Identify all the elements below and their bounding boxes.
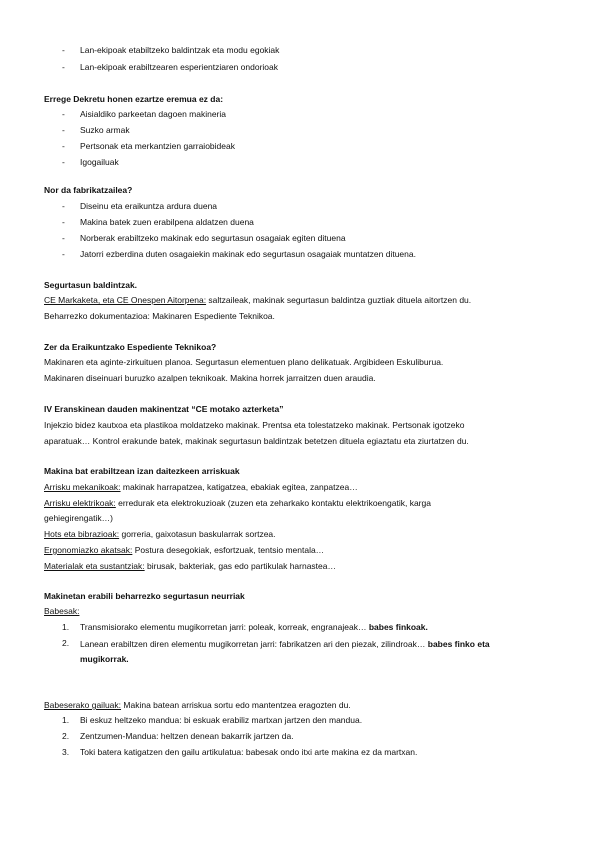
safety-text: saltzaileak, makinak segurtasun baldintza guztiak dituela aitortzen du. — [206, 295, 472, 305]
bullet-dash: - — [62, 125, 65, 135]
list-item: Lan-ekipoak erabiltzearen esperientziaren ondorioak — [80, 62, 278, 72]
annex-line-1: Injekzio bidez kautxoa eta plastikoa moldatzeko makinak. Prentsa eta tolestatzeko makinak. Pertsonak igotzeko — [44, 420, 465, 430]
bullet-dash: - — [62, 62, 65, 72]
safety-line — [44, 294, 471, 307]
risk-term: Materialak eta sustantziak: — [44, 561, 145, 571]
list-item: Diseinu eta eraikuntza ardura duena — [80, 201, 218, 211]
protective-term: Babeserako gailuak: — [44, 700, 122, 710]
bullet-dash: - — [62, 141, 65, 151]
annex-line-2: aparatuak… Kontrol erakunde batek, makinak segurtasun baldintzak betetzen dituela egiaztatu eta ziurtatzen du. — [44, 436, 469, 446]
bullet-dash: - — [62, 157, 65, 167]
measures-heading: Makinetan erabili beharrezko segurtasun neurriak — [44, 591, 245, 601]
measure-text: Lanean erabiltzen diren elementu mugikorretan jarri: fabrikatzen ari den piezak, zilindroak… — [80, 639, 428, 649]
annex-heading: IV Eranskinean dauden makinentzat “CE motako azterketa” — [44, 404, 284, 414]
risk-item — [44, 497, 431, 510]
protective-devices-line — [44, 699, 351, 712]
list-item: Lan-ekipoak etabiltzeko baldintzak eta modu egokiak — [80, 45, 280, 55]
list-number: 1. — [62, 622, 70, 632]
manufacturer-heading: Nor da fabrikatzailea? — [44, 185, 133, 195]
risk-text: makinak harrapatzea, katigatzea, ebakiak egitea, zanpatzea… — [120, 482, 358, 492]
risk-term: Ergonomiazko akatsak: — [44, 545, 133, 555]
list-number: 2. — [62, 638, 70, 648]
safety-line-2: Beharrezko dokumentazioa: Makinaren Espediente Teknikoa. — [44, 311, 275, 321]
bullet-dash: - — [62, 109, 65, 119]
bullet-dash: - — [62, 233, 65, 243]
risk-term: Arrisku mekanikoak: — [44, 482, 121, 492]
list-item: Norberak erabiltzeko makinak edo segurtasun osagaiak egiten dituena — [80, 233, 346, 243]
measure-text: Transmisiorako elementu mugikorretan jarri: poleak, korreak, engranajeak… — [80, 622, 369, 632]
risk-text: birusak, bakteriak, gas edo partikulak harnastea… — [144, 561, 336, 571]
risk-item — [44, 560, 336, 573]
bullet-dash: - — [62, 45, 65, 55]
list-number: 2. — [62, 731, 70, 741]
risks-heading: Makina bat erabiltzean izan daitezkeen arriskuak — [44, 466, 240, 476]
risk-text: gorreria, gaixotasun baskularrak sortzea. — [119, 529, 276, 539]
risk-item — [44, 512, 113, 525]
list-item: Zentzumen-Mandua: heltzen denean bakarrik jartzen da. — [80, 731, 294, 741]
measures-subheading: Babesak: — [44, 606, 80, 616]
bullet-dash: - — [62, 249, 65, 259]
list-item: Bi eskuz heltzeko mandua: bi eskuak erabiliz martxan jartzen den mandua. — [80, 715, 363, 725]
list-item: Aisialdiko parkeetan dagoen makineria — [80, 109, 227, 119]
list-item: Jatorri ezberdina duten osagaiekin makinak edo segurtasun osagaiak muntatzen dituena. — [80, 249, 416, 259]
risk-text: erredurak eta elektrokuzioak (zuzen eta zeharkako kontaktu elektrikoengatik, karga — [115, 498, 431, 508]
bullet-dash: - — [62, 201, 65, 211]
safety-term: CE Markaketa, eta CE Onespen Aitorpena: — [44, 295, 207, 305]
list-item: Igogailuak — [80, 157, 119, 167]
safety-heading: Segurtasun baldintzak. — [44, 280, 138, 290]
risk-term: Arrisku elektrikoak: — [44, 498, 116, 508]
measure-item — [80, 621, 540, 634]
risk-item — [44, 528, 276, 541]
bullet-dash: - — [62, 217, 65, 227]
measure-item — [80, 637, 540, 667]
list-item: Makina batek zuen erabilpena aldatzen duena — [80, 217, 254, 227]
risk-item — [44, 544, 324, 557]
scope-heading: Errege Dekretu honen ezartze eremua ez da: — [44, 94, 224, 104]
measure-bold: babes finko eta mugikorrak. — [80, 639, 490, 664]
risk-term: Hots eta bibrazioak: — [44, 529, 120, 539]
risk-item — [44, 481, 358, 494]
technical-file-line-2: Makinaren diseinuari buruzko azalpen teknikoak. Makina horrek jarraitzen duen araudia. — [44, 373, 376, 383]
list-number: 3. — [62, 747, 70, 757]
technical-file-heading: Zer da Eraikuntzako Espediente Teknikoa? — [44, 342, 217, 352]
protective-text: Makina batean arriskua sortu edo mantentzea eragozten du. — [121, 700, 351, 710]
technical-file-line-1: Makinaren eta aginte-zirkuituen planoa. Segurtasun elementuen plano delikatuak. Argibideen Eskuliburua. — [44, 357, 444, 367]
risk-text: gehiegirengatik…) — [44, 513, 113, 523]
list-item: Suzko armak — [80, 125, 130, 135]
list-item: Pertsonak eta merkantzien garraiobideak — [80, 141, 235, 151]
measure-bold: babes finkoak. — [368, 622, 428, 632]
list-number: 1. — [62, 715, 70, 725]
list-item: Toki batera katigatzen den gailu artikulatua: babesak ondo itxi arte makina ez da martxan. — [80, 747, 418, 757]
risk-text: Postura desegokiak, esfortzuak, tentsio mentala… — [132, 545, 325, 555]
